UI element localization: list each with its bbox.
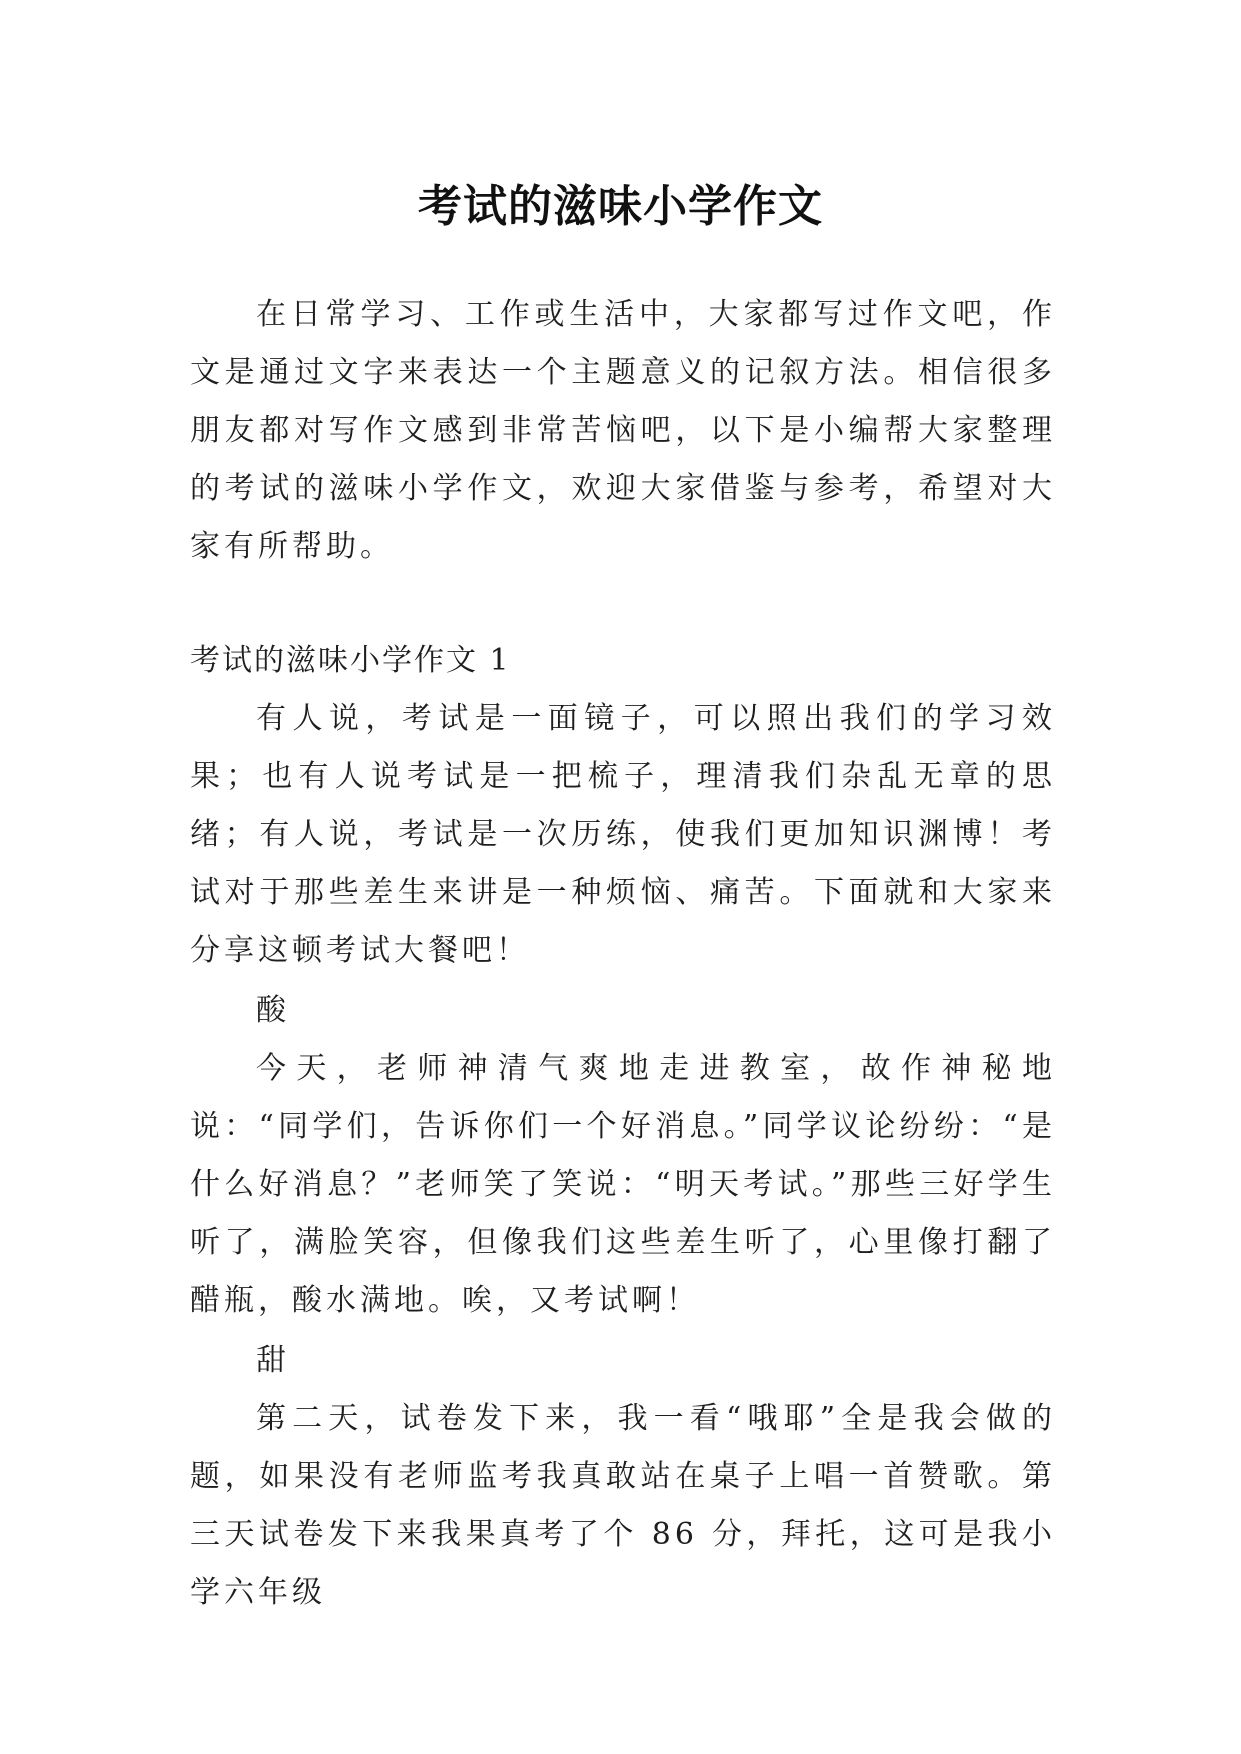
subheading-sweet: 甜: [256, 1343, 290, 1378]
intro-paragraph: 在日常学习、工作或生活中，大家都写过作文吧，作文是通过文字来表达一个主题意义的记叙方法。相信很多朋友都对写作文感到非常苦恼吧，以下是小编帮大家整理的考试的滋味小学作文，欢迎大家借鉴与参考，希望对大家有所帮助。: [190, 297, 1056, 564]
paragraph-sweet: 第二天，试卷发下来，我一看“哦耶”全是我会做的题，如果没有老师监考我真敢站在桌子上唱一首赞歌。第三天试卷发下来我果真考了个 86 分，拜托，这可是我小学六年级: [190, 1401, 1056, 1610]
paragraph-sour: 今天，老师神清气爽地走进教室，故作神秘地说：“同学们，告诉你们一个好消息。”同学议论纷纷：“是什么好消息？”老师笑了笑说：“明天考试。”那些三好学生听了，满脸笑容，但像我们这些差生听了，心里像打翻了醋瓶，酸水满地。唉，又考试啊！: [190, 1051, 1056, 1318]
section-heading: 考试的滋味小学作文 1: [190, 643, 511, 678]
page-title: 考试的滋味小学作文: [418, 181, 823, 233]
section-paragraph: 有人说，考试是一面镜子，可以照出我们的学习效果；也有人说考试是一把梳子，理清我们杂乱无章的思绪；有人说，考试是一次历练，使我们更加知识渊博！考试对于那些差生来讲是一种烦恼、痛苦。下面就和大家来分享这顿考试大餐吧！: [190, 701, 1056, 968]
subheading-sour: 酸: [256, 993, 290, 1028]
